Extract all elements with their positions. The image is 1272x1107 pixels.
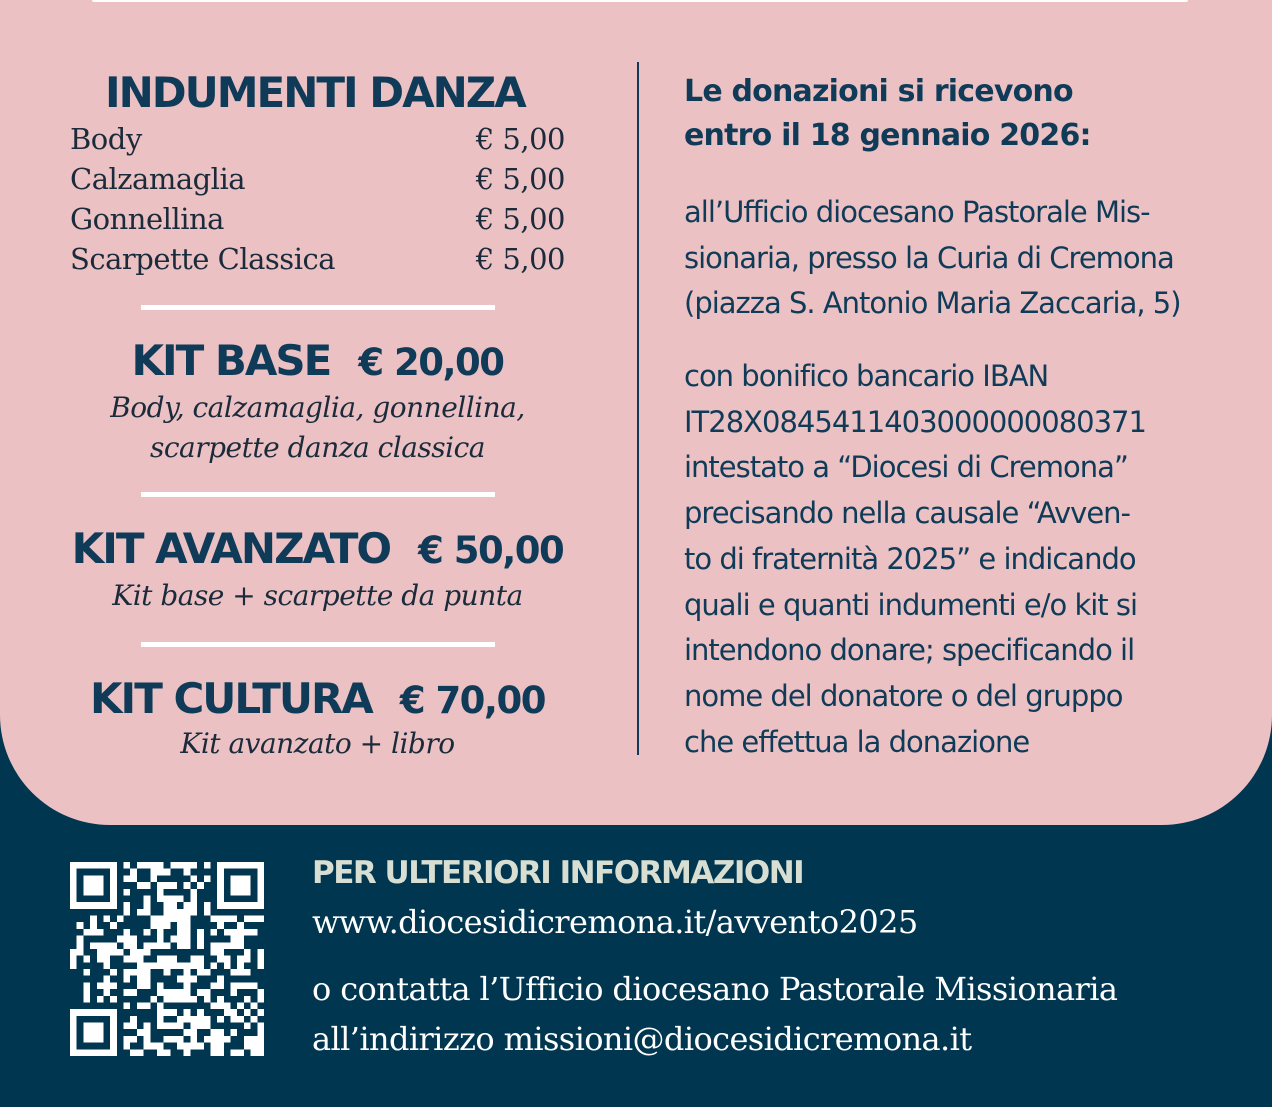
item-name: Body (70, 122, 142, 156)
item-price: € 5,00 (475, 202, 565, 236)
iban: IT28X0845411403000000080371 (684, 404, 1146, 439)
divider (141, 492, 495, 497)
item-name: Calzamaglia (70, 162, 246, 196)
column-divider (637, 62, 639, 755)
item-price: € 5,00 (475, 242, 565, 276)
kit-description: Body, calzamaglia, gonnellina, (110, 391, 525, 424)
top-strip (92, 0, 1188, 2)
item-name: Gonnellina (70, 202, 224, 236)
item-price: € 5,00 (475, 122, 565, 156)
text-line: (piazza S. Antonio Maria Zaccaria, 5) (684, 286, 1181, 321)
list-item (70, 242, 565, 276)
donations-heading-line: Le donazioni si ricevono (684, 74, 1073, 109)
kit-description: Kit avanzato + libro (180, 727, 455, 760)
qr-code-icon[interactable] (70, 862, 264, 1056)
text-line: to di fraternità 2025” e indicando (684, 541, 1136, 576)
kit-description: scarpette danza classica (150, 431, 485, 464)
list-item (70, 122, 565, 156)
text-line: all’Ufficio diocesano Pastorale Mis- (684, 195, 1150, 229)
kit-name: KIT CULTURA (90, 674, 372, 723)
donations-heading (684, 70, 1244, 158)
kit-price: € 20,00 (358, 341, 504, 384)
text-line: sionaria, presso la Curia di Cremona (684, 240, 1174, 275)
kit-cultura-heading (20, 674, 615, 723)
divider (141, 642, 495, 647)
text-line: intestato a “Diocesi di Cremona” (684, 450, 1128, 485)
info-heading: PER ULTERIORI INFORMAZIONI (312, 855, 804, 891)
text-line: precisando nella causale “Avven- (684, 496, 1131, 531)
indumenti-title: INDUMENTI DANZA (105, 68, 525, 117)
contact-line: o contatta l’Ufficio diocesano Pastorale Missionaria (312, 970, 1118, 1008)
divider (141, 305, 495, 310)
kit-avanzato-heading (20, 524, 615, 573)
contact-email-line[interactable]: all’indirizzo missioni@diocesidicremona.it (312, 1020, 972, 1058)
text-line: quali e quanti indumenti e/o kit si (684, 587, 1138, 622)
item-price: € 5,00 (475, 162, 565, 196)
kit-name: KIT BASE (131, 336, 331, 385)
info-url-link[interactable]: www.diocesidicremona.it/avvento2025 (312, 903, 918, 941)
kit-price: € 50,00 (418, 529, 564, 572)
bank-paragraph (684, 354, 1244, 765)
kit-price: € 70,00 (399, 679, 545, 722)
text-line: intendono donare; specificando il (684, 633, 1135, 668)
kit-description: Kit base + scarpette da punta (112, 579, 523, 612)
item-name: Scarpette Classica (70, 242, 335, 276)
text-line: con bonifico bancario IBAN (684, 359, 1049, 393)
list-item (70, 162, 565, 196)
donations-heading-line: entro il 18 gennaio 2026: (684, 118, 1091, 153)
kit-name: KIT AVANZATO (71, 524, 391, 573)
list-item (70, 202, 565, 236)
text-line: nome del donatore o del gruppo (684, 678, 1123, 713)
text-line: che effettua la donazione (684, 724, 1030, 759)
office-paragraph (684, 190, 1244, 327)
kit-base-heading (20, 336, 615, 385)
